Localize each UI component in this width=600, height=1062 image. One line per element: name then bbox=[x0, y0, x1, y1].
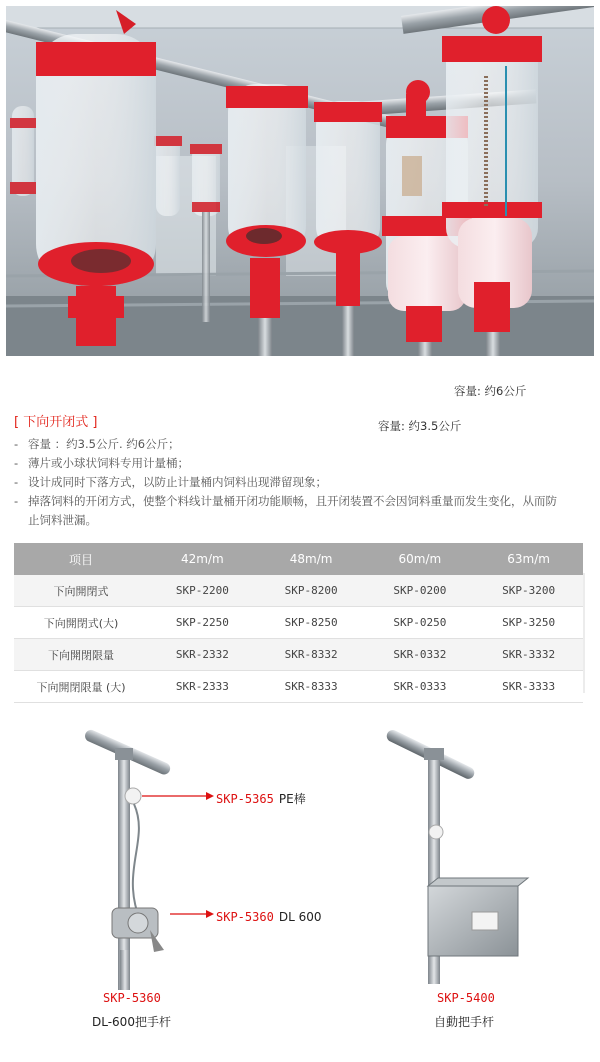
table-cell: SKP-8200 bbox=[257, 575, 366, 607]
table-cell: SKP-3200 bbox=[474, 575, 583, 607]
table-cell: SKR-3332 bbox=[474, 639, 583, 671]
table-cell: SKP-0200 bbox=[366, 575, 475, 607]
feature-text: 容量 ：约3.5公斤. 约6公斤； bbox=[28, 437, 180, 451]
feeder-photo-illustration bbox=[6, 6, 594, 356]
spec-header-row bbox=[14, 543, 583, 575]
right-handle-name: 自動把手杆 bbox=[434, 1015, 495, 1029]
table-edge-divider bbox=[583, 573, 585, 693]
table-cell: SKP-0250 bbox=[366, 607, 475, 639]
feature-item: - 容量 ：约3.5公斤. 约6公斤； bbox=[14, 437, 180, 451]
table-cell: SKP-2250 bbox=[148, 607, 257, 639]
callout-pe-desc: PE棒 bbox=[278, 792, 306, 806]
left-handle-model: SKP-5360 bbox=[103, 991, 161, 1005]
table-row bbox=[14, 607, 583, 639]
col-header-42: 42m/m bbox=[148, 543, 257, 575]
spec-table bbox=[14, 543, 583, 703]
feature-text: 设计成同时下落方式，以防止计量桶内饲料出现滞留现象； bbox=[28, 475, 327, 489]
feature-item: - 掉落饲料的开闭方式，使整个料线计量桶开闭功能顺畅，且开闭装置不会因饲料重量而发生变化，从而防止饲料泄漏。 bbox=[14, 494, 557, 527]
callout-dl600 bbox=[216, 906, 322, 925]
table-cell: SKP-2200 bbox=[148, 575, 257, 607]
col-header-48: 48m/m bbox=[257, 543, 366, 575]
row-label: 下向開閉式(大) bbox=[14, 607, 148, 639]
feature-text: 掉落饲料的开闭方式，使整个料线计量桶开闭功能顺畅，且开闭装置不会因饲料重量而发生变化，从而防止饲料泄漏。 bbox=[28, 494, 557, 527]
table-row bbox=[14, 671, 583, 703]
caption-3-5kg: 容量: 约3.5公斤 bbox=[378, 419, 462, 433]
section-title: [ 下向开闭式 ] bbox=[14, 415, 98, 430]
table-cell: SKR-0333 bbox=[366, 671, 475, 703]
table-cell: SKP-8250 bbox=[257, 607, 366, 639]
callout-dl-code: SKP-5360 bbox=[216, 910, 274, 924]
right-handle-model: SKP-5400 bbox=[437, 991, 495, 1005]
callout-arrowhead-pe bbox=[206, 792, 214, 800]
table-cell: SKR-2332 bbox=[148, 639, 257, 671]
callout-pe-code: SKP-5365 bbox=[216, 792, 274, 806]
feature-list bbox=[14, 435, 594, 530]
feeder-photo bbox=[6, 6, 594, 356]
table-cell: SKR-3333 bbox=[474, 671, 583, 703]
feature-item: - 设计成同时下落方式，以防止计量桶内饲料出现滞留现象； bbox=[14, 475, 327, 489]
row-label: 下向開閉限量 (大) bbox=[14, 671, 148, 703]
table-cell: SKR-8333 bbox=[257, 671, 366, 703]
callout-arrows bbox=[140, 790, 220, 920]
table-row bbox=[14, 575, 583, 607]
callout-pe-rod bbox=[216, 788, 306, 807]
row-label: 下向開閉限量 bbox=[14, 639, 148, 671]
col-header-63: 63m/m bbox=[474, 543, 583, 575]
feature-item: - 薄片或小球状饲料专用计量桶； bbox=[14, 456, 189, 470]
callout-dl-desc: DL 600 bbox=[278, 910, 322, 924]
callout-arrowhead-dl bbox=[206, 910, 214, 918]
left-handle-name: DL-600把手杆 bbox=[92, 1015, 171, 1029]
table-cell: SKR-8332 bbox=[257, 639, 366, 671]
feature-text: 薄片或小球状饲料专用计量桶； bbox=[28, 456, 189, 470]
table-cell: SKP-3250 bbox=[474, 607, 583, 639]
table-cell: SKR-2333 bbox=[148, 671, 257, 703]
row-label: 下向開閉式 bbox=[14, 575, 148, 607]
table-row bbox=[14, 639, 583, 671]
table-cell: SKR-0332 bbox=[366, 639, 475, 671]
auto-handle-image bbox=[384, 722, 534, 984]
col-header-item: 项目 bbox=[14, 543, 148, 575]
auto-handle-drawing bbox=[384, 722, 534, 984]
caption-6kg: 容量: 约6公斤 bbox=[454, 384, 527, 398]
col-header-60: 60m/m bbox=[366, 543, 475, 575]
